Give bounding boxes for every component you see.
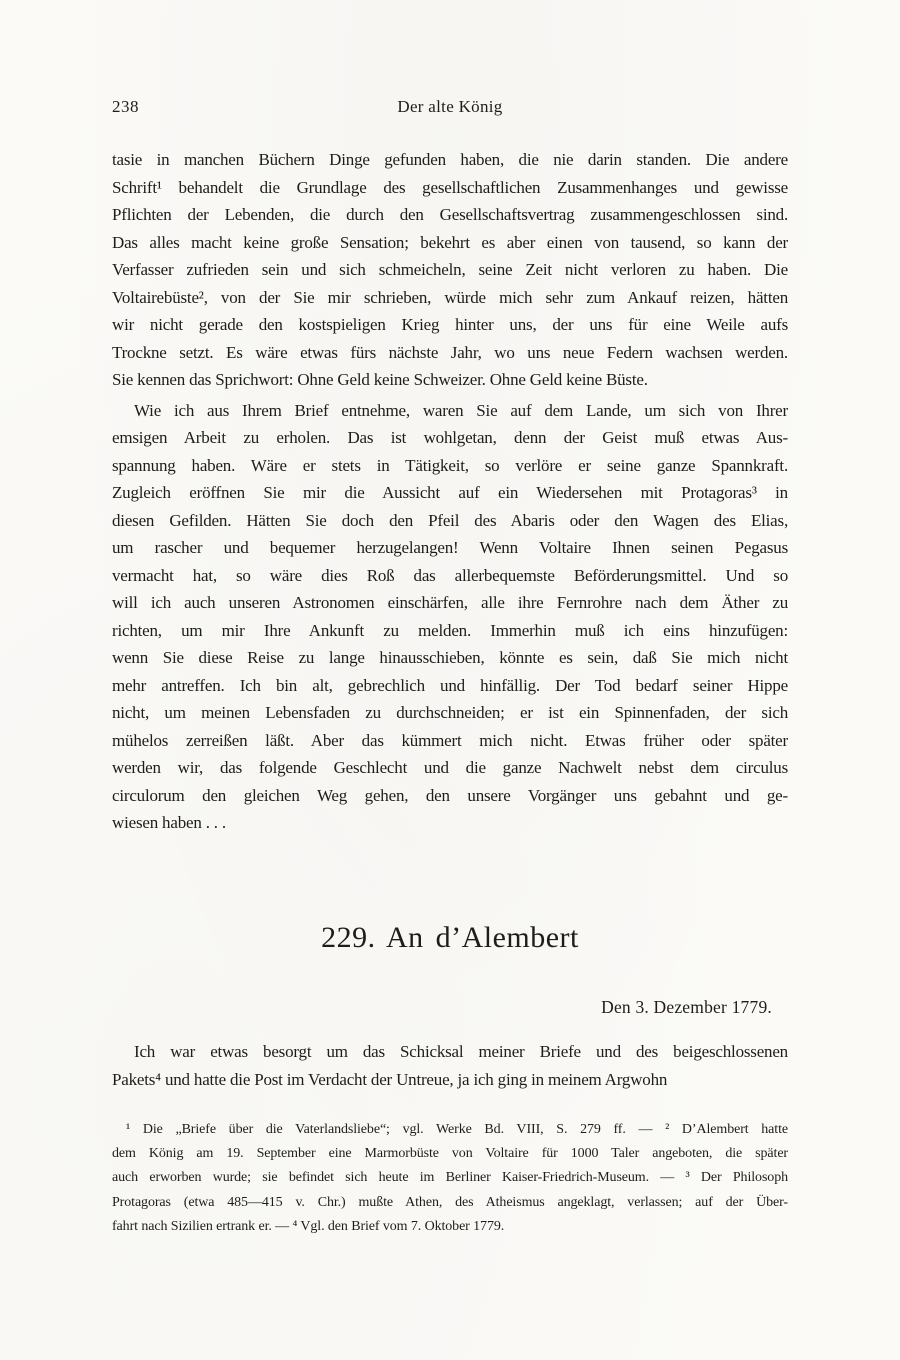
text-line: Ich war etwas besorgt um das Schicksal meiner Briefe und des beigeschlossenen <box>134 1042 788 1061</box>
text-line: Voltairebüste², von der Sie mir schrieben, würde mich sehr zum Ankauf reizen, hätten <box>112 287 788 307</box>
running-head <box>112 94 788 120</box>
footnotes <box>112 1118 788 1239</box>
text-line: mehr antreffen. Ich bin alt, gebrechlich und hinfällig. Der Tod bedarf seiner Hippe <box>112 675 788 695</box>
text-line: richten, um mir Ihre Ankunft zu melden. Immerhin muß ich eins hinzufügen: <box>112 620 788 640</box>
text-line: tasie in manchen Büchern Dinge gefunden haben, die nie darin standen. Die andere <box>112 150 788 169</box>
paragraph <box>112 397 788 837</box>
page-number: 238 <box>112 97 139 116</box>
text-line: Zugleich eröffnen Sie mir die Aussicht auf ein Wiedersehen mit Protagoras³ in <box>112 483 788 502</box>
text-line: Verfasser zufrieden sein und sich schmeicheln, seine Zeit nicht verloren zu haben. Die <box>112 260 788 279</box>
text-line: Protagoras (etwa 485—415 v. Chr.) mußte Athen, des Atheismus angeklagt, verlassen; auf der Über- <box>112 1194 788 1210</box>
text-line: wiesen haben . . . <box>112 813 226 832</box>
text-line: Trockne setzt. Es wäre etwas fürs nächste Jahr, wo uns neue Federn wachsen werden. <box>112 342 788 362</box>
text-line: Pflichten der Lebenden, die durch den Gesellschaftsvertrag zusammengeschlossen sind. <box>112 205 788 224</box>
text-line: wenn Sie diese Reise zu lange hinausschieben, könnte es sein, daß Sie mich nicht <box>112 648 788 667</box>
text-line: werden wir, das folgende Geschlecht und die ganze Nachwelt nebst dem circulus <box>112 758 788 777</box>
text-line: emsigen Arbeit zu erholen. Das ist wohlgetan, denn der Geist muß etwas Aus- <box>112 428 788 447</box>
text-line: um rascher und bequemer herzugelangen! Wenn Voltaire Ihnen seinen Pegasus <box>112 538 788 557</box>
text-line: fahrt nach Sizilien ertrank er. — ⁴ Vgl. den Brief vom 7. Oktober 1779. <box>112 1218 505 1234</box>
text-line: mühelos zerreißen läßt. Aber das kümmert mich nicht. Etwas früher oder später <box>112 730 788 750</box>
text-line: Das alles macht keine große Sensation; bekehrt es aber einen von tausend, so kann der <box>112 232 788 252</box>
text-line: auch erworben wurde; sie befindet sich heute im Berliner Kaiser-Friedrich-Museum. — ³ Der Philosoph <box>112 1170 788 1186</box>
text-line: wir nicht gerade den kostspieligen Krieg hinter uns, der uns für eine Weile aufs <box>112 315 788 334</box>
running-title: Der alte König <box>397 97 503 116</box>
text-line: nicht, um meinen Lebensfaden zu durchschneiden; er ist ein Spinnenfaden, der sich <box>112 703 788 722</box>
letter-body-text <box>112 1038 788 1093</box>
letter-heading: 229. An d’Alembert <box>321 921 579 954</box>
text-line: ¹ Die „Briefe über die Vaterlandsliebe“; vgl. Werke Bd. VIII, S. 279 ff. — ² D’Alembert hatte <box>126 1122 788 1137</box>
text-line: circulorum den gleichen Weg gehen, den unsere Vorgänger uns gebahnt und ge- <box>112 785 788 805</box>
paragraph <box>112 1038 788 1093</box>
text-line: Wie ich aus Ihrem Brief entnehme, waren Sie auf dem Lande, um sich von Ihrer <box>134 400 788 420</box>
text-line: Sie kennen das Sprichwort: Ohne Geld keine Schweizer. Ohne Geld keine Büste. <box>112 370 648 389</box>
text-line: spannung haben. Wäre er stets in Tätigkeit, so verlöre er seine ganze Spannkraft. <box>112 455 788 475</box>
text-line: Pakets⁴ und hatte die Post im Verdacht der Untreue, ja ich ging in meinem Argwohn <box>112 1069 668 1089</box>
text-line: vermacht hat, so wäre dies Roß das allerbequemste Beförderungsmittel. Und so <box>112 565 788 585</box>
previous-letter-text <box>112 146 788 837</box>
text-line: will ich auch unseren Astronomen einschärfen, alle ihre Fernrohre nach dem Äther zu <box>112 593 788 612</box>
paragraph <box>112 146 788 394</box>
letter-date: Den 3. Dezember 1779. <box>601 997 772 1017</box>
text-line: diesen Gefilden. Hätten Sie doch den Pfeil des Abaris oder den Wagen des Elias, <box>112 510 788 530</box>
text-line: dem König am 19. September eine Marmorbüste von Voltaire für 1000 Taler angeboten, die später <box>112 1146 788 1162</box>
text-line: Schrift¹ behandelt die Grundlage des gesellschaftlichen Zusammenhanges und gewisse <box>112 177 788 197</box>
